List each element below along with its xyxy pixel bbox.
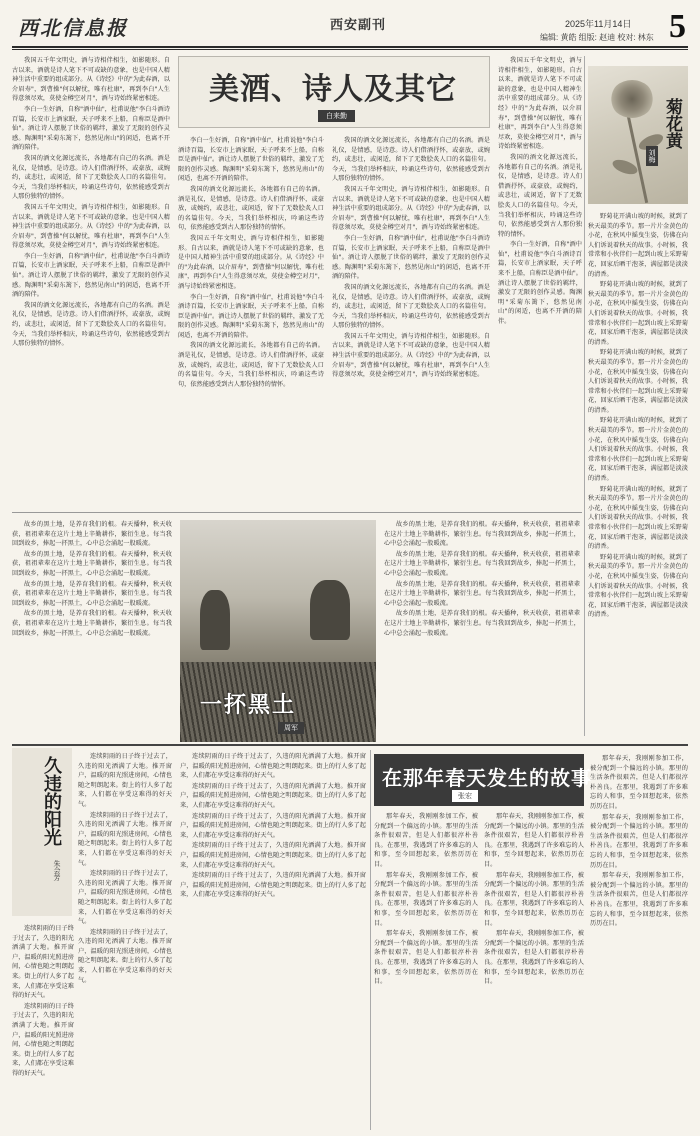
mid-divider [12,512,582,513]
bottom-left-text-11: 连续阴雨的日子终于过去了，久违的阳光洒满了大地。推开窗户，温暖的阳光照进房间，心情也随之明朗起来。街上的行人多了起来，人们都在享受这难得的好天气。 [180,872,366,899]
bottom-right-title: 在那年春天发生的故事 [382,766,592,790]
bottom-right-text-2: 那年春天，我刚刚参加工作，被分配到一个偏远的小镇。那里的生活条件很艰苦，但是人们都很淳朴善良。在那里，我遇到了许多难忘的人和事，至今回想起来，依然历历在目。 [590,813,688,869]
masthead-rule [12,46,688,48]
side-story-title: 菊花黄 [662,98,682,149]
top-story-column-3 [332,136,490,506]
top-story-text-12: 我国的酒文化源远流长，各地都有自己的名酒。酒是礼仪，是情感，是诗意。诗人们借酒抒怀，或豪放，或婉约，或悲壮，或闲适，留下了无数脍炙人口的名篇佳句。今天，当我们举杯相庆，吟诵这些诗句，依然能感受到古人那份独特的情怀。 [332,137,490,183]
top-story-text-19: 李白一生好酒，自称"酒中仙"，杜甫说他"李白斗酒诗百篇，长安市上酒家眠，天子呼来不上船，自称臣是酒中仙"。酒让诗人摆脱了世俗的羁绊，激发了无限的创作灵感。陶渊明"采菊东篱下，悠然见南山"的闲适，也离不开酒的陪伴。 [498,241,582,326]
top-story-text-14: 李白一生好酒，自称"酒中仙"，杜甫说他"李白斗酒诗百篇，长安市上酒家眠，天子呼来不上船，自称臣是酒中仙"。酒让诗人摆脱了世俗的羁绊，激发了无限的创作灵感。陶渊明"采菊东篱下，悠然见南山"的闲适，也离不开酒的陪伴。 [332,234,490,281]
editor-credits: 编辑: 黄皓 组版: 赵迪 校对: 林东 [540,33,654,42]
bottom-left-text-7: 连续阴雨的日子终于过去了，久违的阳光洒满了大地。推开窗户，温暖的阳光照进房间，心情也随之明朗起来。街上的行人多了起来，人们都在享受这难得的好天气。 [180,753,366,780]
side-story-author: 刘梅 [646,146,658,166]
top-story-column-2 [178,136,324,506]
bottom-right-body-2 [374,812,478,1128]
top-story-text-11: 我国的酒文化源远流长，各地都有自己的名酒。酒是礼仪，是情感，是诗意。诗人们借酒抒怀，或豪放，或婉约，或悲壮，或闲适，留下了无数脍炙人口的名篇佳句。今天，当我们举杯相庆，吟诵这些诗句，依然能感受到古人那份独特的情怀。 [178,342,324,388]
issue-date: 2025年11月14日 [565,19,632,29]
page-number: 5 [669,8,686,45]
top-story-text-9: 我国五千年文明史，酒与诗相伴相生，如影随形。自古以来，酒就是诗人笔下不可或缺的意象，也是中国人精神生活中重要的组成部分。从《诗经》中的"为此春酒，以介眉寿"，到曹操"何以解忧，唯有杜康"，再到李白"人生得意须尽欢，莫使金樽空对月"，酒与诗始终紧密相连。 [178,234,324,290]
bottom-right-text-8: 那年春天，我刚刚参加工作，被分配到一个偏远的小镇。那里的生活条件很艰苦，但是人们都很淳朴善良。在那里，我遇到了许多难忘的人和事，至今回想起来，依然历历在目。 [484,871,584,927]
bottom-left-text-9: 连续阴雨的日子终于过去了，久违的阳光洒满了大地。推开窗户，温暖的阳光照进房间，心情也随之明朗起来。街上的行人多了起来，人们都在享受这难得的好天气。 [180,812,366,839]
side-divider [584,56,585,736]
middle-right-text-3: 故乡的黑土地，是养育我们的根。春天播种，秋天收获，祖祖辈辈在这片土地上辛勤耕作，繁衍生息。每当我回到故乡，捧起一抔黑土，心中总会涌起一股暖流。 [384,580,580,607]
bottom-left-text-8: 连续阴雨的日子终于过去了，久违的阳光洒满了大地。推开窗户，温暖的阳光照进房间，心情也随之明朗起来。街上的行人多了起来，人们都在享受这难得的好天气。 [180,782,366,809]
bottom-left-text-1: 连续阴雨的日子终于过去了，久违的阳光洒满了大地。推开窗户，温暖的阳光照进房间，心情也随之明朗起来。街上的行人多了起来，人们都在享受这难得的好天气。 [78,753,172,808]
masthead [12,10,688,44]
middle-left-text-2: 故乡的黑土地，是养育我们的根。春天播种，秋天收获，祖祖辈辈在这片土地上辛勤耕作，繁衍生息。每当我回到故乡，捧起一抔黑土，心中总会涌起一股暖流。 [12,550,172,577]
middle-left-text-1: 故乡的黑土地，是养育我们的根。春天播种，秋天收获，祖祖辈辈在这片土地上辛勤耕作，繁衍生息。每当我回到故乡，捧起一抔黑土，心中总会涌起一股暖流。 [12,521,172,548]
middle-right-body [384,520,580,742]
middle-left-body [12,520,172,742]
middle-left-text-3: 故乡的黑土地，是养育我们的根。春天播种，秋天收获，祖祖辈辈在这片土地上辛勤耕作，繁衍生息。每当我回到故乡，捧起一抔黑土，心中总会涌起一股暖流。 [12,580,172,607]
top-story-text-3: 我国的酒文化源远流长，各地都有自己的名酒。酒是礼仪，是情感，是诗意。诗人们借酒抒怀，或豪放，或婉约，或悲壮，或闲适，留下了无数脍炙人口的名篇佳句。今天，当我们举杯相庆，吟诵这些诗句，依然能感受到古人那份独特的情怀。 [12,154,170,201]
bottom-left-text-2: 连续阴雨的日子终于过去了，久违的阳光洒满了大地。推开窗户，温暖的阳光照进房间，心情也随之明朗起来。街上的行人多了起来，人们都在享受这难得的好天气。 [78,811,172,867]
bottom-right-author: 张宏 [452,790,478,802]
middle-right-text-2: 故乡的黑土地，是养育我们的根。春天播种，秋天收获，祖祖辈辈在这片土地上辛勤耕作，繁衍生息。每当我回到故乡，捧起一抔黑土，心中总会涌起一股暖流。 [384,550,580,577]
top-story-text-1: 我国五千年文明史，酒与诗相伴相生，如影随形。自古以来，酒就是诗人笔下不可或缺的意象，也是中国人精神生活中重要的组成部分。从《诗经》中的"为此春酒，以介眉寿"，到曹操"何以解忧，唯有杜康"，再到李白"人生得意须尽欢，莫使金樽空对月"，酒与诗始终紧密相连。 [12,57,170,103]
top-story-text-18: 我国的酒文化源远流长，各地都有自己的名酒。酒是礼仪，是情感，是诗意。诗人们借酒抒怀，或豪放，或婉约，或悲壮，或闲适，留下了无数脍炙人口的名篇佳句。今天，当我们举杯相庆，吟诵这些诗句，依然能感受到古人那份独特的情怀。 [498,153,582,238]
top-story-text-17: 我国五千年文明史，酒与诗相伴相生，如影随形。自古以来，酒就是诗人笔下不可或缺的意象，也是中国人精神生活中重要的组成部分。从《诗经》中的"为此春酒，以介眉寿"，到曹操"何以解忧，唯有杜康"，再到李白"人生得意须尽欢，莫使金樽空对月"，酒与诗始终紧密相连。 [498,57,582,151]
bottom-right-text-4: 那年春天，我刚刚参加工作，被分配到一个偏远的小镇。那里的生活条件很艰苦，但是人们都很淳朴善良。在那里，我遇到了许多难忘的人和事，至今回想起来，依然历历在目。 [374,813,478,868]
bottom-left-body-3 [180,752,366,1128]
top-story-column-1 [12,56,170,506]
side-story-text-3: 野菊花开满山坡的时候，就到了秋天最美的季节。那一片片金黄色的小花，在秋风中摇曳生姿，仿佛在向人们诉说着秋天的故事。小时候，我常常和小伙伴们一起到山坡上采野菊花，回家后晒干泡茶，满屋都是淡淡的清香。 [588,349,688,414]
side-story-text-1: 野菊花开满山坡的时候，就到了秋天最美的季节。那一片片金黄色的小花，在秋风中摇曳生姿，仿佛在向人们诉说着秋天的故事。小时候，我常常和小伙伴们一起到山坡上采野菊花，回家后晒干泡茶，满屋都是淡淡的清香。 [588,213,688,278]
bottom-left-text-6: 连续阴雨的日子终于过去了，久违的阳光洒满了大地。推开窗户，温暖的阳光照进房间，心情也随之明朗起来。街上的行人多了起来，人们都在享受这难得的好天气。 [12,1002,74,1077]
masthead-rule-thin [12,49,688,50]
top-story-text-2: 李白一生好酒，自称"酒中仙"，杜甫说他"李白斗酒诗百篇，长安市上酒家眠，天子呼来不上船，自称臣是酒中仙"。酒让诗人摆脱了世俗的羁绊，激发了无限的创作灵感。陶渊明"采菊东篱下，悠然见南山"的闲适，也离不开酒的陪伴。 [12,105,170,152]
bottom-right-text-1: 那年春天，我刚刚参加工作，被分配到一个偏远的小镇。那里的生活条件很艰苦，但是人们都很淳朴善良。在那里，我遇到了许多难忘的人和事，至今回想起来，依然历历在目。 [590,755,688,810]
middle-story-title: 一抔黑土 [200,692,297,718]
bottom-left-text-5: 连续阴雨的日子终于过去了，久违的阳光洒满了大地。推开窗户，温暖的阳光照进房间，心情也随之明朗起来。街上的行人多了起来，人们都在享受这难得的好天气。 [12,925,74,1000]
bottom-left-body-1 [78,752,172,1128]
top-story-text-10: 李白一生好酒，自称"酒中仙"，杜甫说他"李白斗酒诗百篇，长安市上酒家眠，天子呼来不上船，自称臣是酒中仙"。酒让诗人摆脱了世俗的羁绊，激发了无限的创作灵感。陶渊明"采菊东篱下，悠然见南山"的闲适，也离不开酒的陪伴。 [178,293,324,339]
bottom-right-text-3: 那年春天，我刚刚参加工作，被分配到一个偏远的小镇。那里的生活条件很艰苦，但是人们都很淳朴善良。在那里，我遇到了许多难忘的人和事，至今回想起来，依然历历在目。 [590,872,688,928]
top-story-text-5: 李白一生好酒，自称"酒中仙"，杜甫说他"李白斗酒诗百篇，长安市上酒家眠，天子呼来不上船，自称臣是酒中仙"。酒让诗人摆脱了世俗的羁绊，激发了无限的创作灵感。陶渊明"采菊东篱下，悠然见南山"的闲适，也离不开酒的陪伴。 [12,252,170,299]
middle-right-text-1: 故乡的黑土地，是养育我们的根。春天播种，秋天收获，祖祖辈辈在这片土地上辛勤耕作，繁衍生息。每当我回到故乡，捧起一抔黑土，心中总会涌起一股暖流。 [384,521,580,548]
bottom-left-title: 久违的阳光 [41,756,62,846]
bottom-left-text-10: 连续阴雨的日子终于过去了，久违的阳光洒满了大地。推开窗户，温暖的阳光照进房间，心情也随之明朗起来。街上的行人多了起来，人们都在享受这难得的好天气。 [180,842,366,869]
bottom-right-body-3 [484,812,584,1128]
bottom-left-text-4: 连续阴雨的日子终于过去了，久违的阳光洒满了大地。推开窗户，温暖的阳光照进房间，心情也随之明朗起来。街上的行人多了起来，人们都在享受这难得的好天气。 [78,928,172,984]
bottom-left-text-3: 连续阴雨的日子终于过去了，久违的阳光洒满了大地。推开窗户，温暖的阳光照进房间，心情也随之明朗起来。街上的行人多了起来，人们都在享受这难得的好天气。 [78,870,172,926]
bottom-right-text-9: 那年春天，我刚刚参加工作，被分配到一个偏远的小镇。那里的生活条件很艰苦，但是人们都很淳朴善良。在那里，我遇到了许多难忘的人和事，至今回想起来，依然历历在目。 [484,930,584,986]
side-story-text-6: 野菊花开满山坡的时候，就到了秋天最美的季节。那一片片金黄色的小花，在秋风中摇曳生姿，仿佛在向人们诉说着秋天的故事。小时候，我常常和小伙伴们一起到山坡上采野菊花，回家后晒干泡茶，满屋都是淡淡的清香。 [588,553,688,619]
top-story-author: 白来勤 [318,110,355,122]
side-story-text-5: 野菊花开满山坡的时候，就到了秋天最美的季节。那一片片金黄色的小花，在秋风中摇曳生姿，仿佛在向人们诉说着秋天的故事。小时候，我常常和小伙伴们一起到山坡上采野菊花，回家后晒干泡茶，满屋都是淡淡的清香。 [588,485,688,551]
bottom-divider [12,744,688,746]
section-name: 西安副刊 [330,18,387,33]
top-story-text-8: 我国的酒文化源远流长，各地都有自己的名酒。酒是礼仪，是情感，是诗意。诗人们借酒抒怀，或豪放，或婉约，或悲壮，或闲适，留下了无数脍炙人口的名篇佳句。今天，当我们举杯相庆，吟诵这些诗句，依然能感受到古人那份独特的情怀。 [178,185,324,232]
side-story-text-4: 野菊花开满山坡的时候，就到了秋天最美的季节。那一片片金黄色的小花，在秋风中摇曳生姿，仿佛在向人们诉说着秋天的故事。小时候，我常常和小伙伴们一起到山坡上采野菊花，回家后晒干泡茶，满屋都是淡淡的清香。 [588,417,688,483]
paper-logo: 西北信息报 [18,16,128,40]
side-story-text-2: 野菊花开满山坡的时候，就到了秋天最美的季节。那一片片金黄色的小花，在秋风中摇曳生姿，仿佛在向人们诉说着秋天的故事。小时候，我常常和小伙伴们一起到山坡上采野菊花，回家后晒干泡茶，满屋都是淡淡的清香。 [588,281,688,346]
bottom-right-text-6: 那年春天，我刚刚参加工作，被分配到一个偏远的小镇。那里的生活条件很艰苦，但是人们都很淳朴善良。在那里，我遇到了许多难忘的人和事，至今回想起来，依然历历在目。 [374,930,478,986]
top-story-text-15: 我国的酒文化源远流长，各地都有自己的名酒。酒是礼仪，是情感，是诗意。诗人们借酒抒怀，或豪放，或婉约，或悲壮，或闲适，留下了无数脍炙人口的名篇佳句。今天，当我们举杯相庆，吟诵这些诗句，依然能感受到古人那份独特的情怀。 [332,283,490,330]
top-story-text-7: 李白一生好酒，自称"酒中仙"，杜甫说他"李白斗酒诗百篇，长安市上酒家眠，天子呼来不上船，自称臣是酒中仙"。酒让诗人摆脱了世俗的羁绊，激发了无限的创作灵感。陶渊明"采菊东篱下，悠然见南山"的闲适，也离不开酒的陪伴。 [178,137,324,183]
bottom-right-body-1 [590,754,688,1128]
top-story-column-4 [498,56,582,506]
side-story-body [588,212,688,732]
bottom-vertical-divider [370,750,371,1130]
middle-right-text-4: 故乡的黑土地，是养育我们的根。春天播种，秋天收获，祖祖辈辈在这片土地上辛勤耕作，繁衍生息。每当我回到故乡，捧起一抔黑土，心中总会涌起一股暖流。 [384,610,580,637]
bottom-left-author: 朱会芳 [53,860,61,881]
top-story-text-4: 我国五千年文明史，酒与诗相伴相生，如影随形。自古以来，酒就是诗人笔下不可或缺的意象，也是中国人精神生活中重要的组成部分。从《诗经》中的"为此春酒，以介眉寿"，到曹操"何以解忧，唯有杜康"，再到李白"人生得意须尽欢，莫使金樽空对月"，酒与诗始终紧密相连。 [12,203,170,250]
bottom-right-text-5: 那年春天，我刚刚参加工作，被分配到一个偏远的小镇。那里的生活条件很艰苦，但是人们都很淳朴善良。在那里，我遇到了许多难忘的人和事，至今回想起来，依然历历在目。 [374,871,478,927]
bottom-right-text-7: 那年春天，我刚刚参加工作，被分配到一个偏远的小镇。那里的生活条件很艰苦，但是人们都很淳朴善良。在那里，我遇到了许多难忘的人和事，至今回想起来，依然历历在目。 [484,813,584,868]
bottom-left-body-2 [12,924,74,1128]
middle-story-author: 周军 [278,722,304,734]
middle-left-text-4: 故乡的黑土地，是养育我们的根。春天播种，秋天收获，祖祖辈辈在这片土地上辛勤耕作，繁衍生息。每当我回到故乡，捧起一抔黑土，心中总会涌起一股暖流。 [12,610,172,637]
top-story-text-6: 我国的酒文化源远流长，各地都有自己的名酒。酒是礼仪，是情感，是诗意。诗人们借酒抒怀，或豪放，或婉约，或悲壮，或闲适，留下了无数脍炙人口的名篇佳句。今天，当我们举杯相庆，吟诵这些诗句，依然能感受到古人那份独特的情怀。 [12,301,170,348]
top-story-text-13: 我国五千年文明史，酒与诗相伴相生，如影随形。自古以来，酒就是诗人笔下不可或缺的意象，也是中国人精神生活中重要的组成部分。从《诗经》中的"为此春酒，以介眉寿"，到曹操"何以解忧，唯有杜康"，再到李白"人生得意须尽欢，莫使金樽空对月"，酒与诗始终紧密相连。 [332,185,490,232]
top-story-title: 美酒、诗人及其它 [209,72,457,107]
top-story-text-16: 我国五千年文明史，酒与诗相伴相生，如影随形。自古以来，酒就是诗人笔下不可或缺的意象，也是中国人精神生活中重要的组成部分。从《诗经》中的"为此春酒，以介眉寿"，到曹操"何以解忧，唯有杜康"，再到李白"人生得意须尽欢，莫使金樽空对月"，酒与诗始终紧密相连。 [332,332,490,379]
